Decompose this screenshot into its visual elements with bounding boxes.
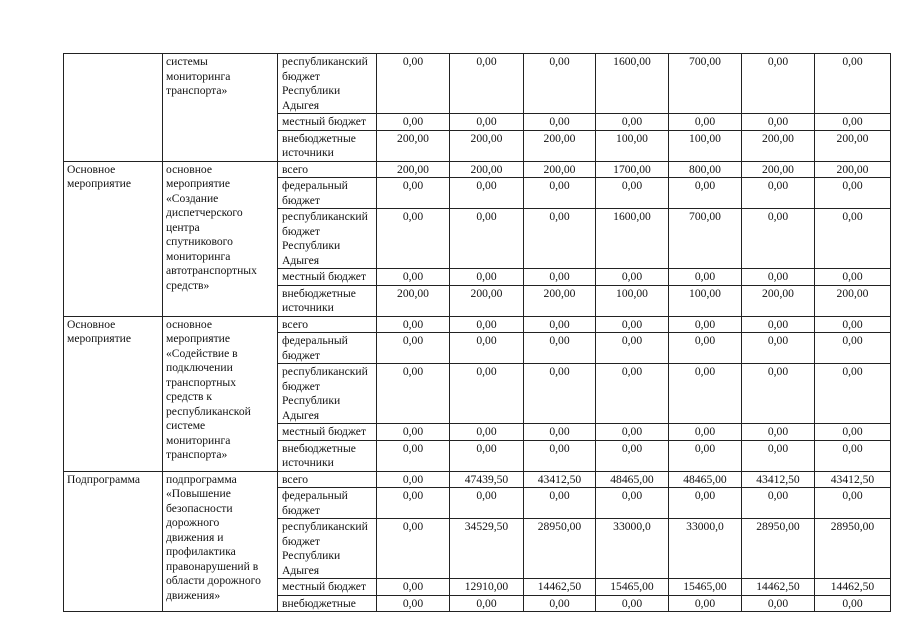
amount-cell: 0,00 bbox=[377, 209, 450, 269]
measure-description-cell: основное мероприятие «Создание диспетчерского центра спутникового мониторинга автотранспортных средств» bbox=[163, 161, 278, 316]
amount-cell: 28950,00 bbox=[815, 519, 891, 579]
amount-cell: 200,00 bbox=[377, 130, 450, 161]
amount-cell: 0,00 bbox=[815, 364, 891, 424]
amount-cell: 200,00 bbox=[377, 285, 450, 316]
amount-cell: 0,00 bbox=[377, 519, 450, 579]
funding-source-cell: всего bbox=[278, 161, 377, 178]
funding-source-cell: внебюджетные источники bbox=[278, 285, 377, 316]
amount-cell: 0,00 bbox=[596, 178, 669, 209]
amount-cell: 100,00 bbox=[596, 130, 669, 161]
funding-source-cell: внебюджетные bbox=[278, 595, 377, 612]
amount-cell: 0,00 bbox=[669, 488, 742, 519]
funding-source-cell: внебюджетные источники bbox=[278, 440, 377, 471]
amount-cell: 0,00 bbox=[377, 424, 450, 441]
amount-cell: 0,00 bbox=[596, 316, 669, 333]
amount-cell: 0,00 bbox=[524, 424, 596, 441]
amount-cell: 0,00 bbox=[450, 178, 524, 209]
amount-cell: 0,00 bbox=[450, 316, 524, 333]
amount-cell: 0,00 bbox=[742, 488, 815, 519]
amount-cell: 28950,00 bbox=[524, 519, 596, 579]
funding-source-cell: местный бюджет bbox=[278, 114, 377, 131]
table-row bbox=[64, 471, 891, 488]
amount-cell: 0,00 bbox=[669, 364, 742, 424]
amount-cell: 0,00 bbox=[669, 178, 742, 209]
funding-source-cell: всего bbox=[278, 316, 377, 333]
amount-cell: 0,00 bbox=[742, 595, 815, 612]
amount-cell: 100,00 bbox=[596, 285, 669, 316]
funding-source-cell: республиканский бюджет Республики Адыгея bbox=[278, 209, 377, 269]
amount-cell: 0,00 bbox=[524, 316, 596, 333]
amount-cell: 14462,50 bbox=[815, 579, 891, 596]
amount-cell: 1600,00 bbox=[596, 54, 669, 114]
amount-cell: 0,00 bbox=[524, 269, 596, 286]
amount-cell: 0,00 bbox=[742, 364, 815, 424]
amount-cell: 0,00 bbox=[815, 316, 891, 333]
amount-cell: 0,00 bbox=[669, 595, 742, 612]
amount-cell: 0,00 bbox=[815, 488, 891, 519]
amount-cell: 28950,00 bbox=[742, 519, 815, 579]
table-row bbox=[64, 316, 891, 333]
amount-cell: 0,00 bbox=[815, 333, 891, 364]
funding-source-cell: республиканский бюджет Республики Адыгея bbox=[278, 54, 377, 114]
amount-cell: 0,00 bbox=[524, 364, 596, 424]
amount-cell: 200,00 bbox=[742, 130, 815, 161]
amount-cell: 0,00 bbox=[596, 333, 669, 364]
amount-cell: 100,00 bbox=[669, 285, 742, 316]
amount-cell: 100,00 bbox=[669, 130, 742, 161]
amount-cell: 0,00 bbox=[815, 178, 891, 209]
amount-cell: 0,00 bbox=[742, 440, 815, 471]
amount-cell: 0,00 bbox=[524, 114, 596, 131]
amount-cell: 0,00 bbox=[377, 54, 450, 114]
row-level-cell bbox=[64, 54, 163, 162]
amount-cell: 0,00 bbox=[815, 209, 891, 269]
amount-cell: 700,00 bbox=[669, 54, 742, 114]
amount-cell: 0,00 bbox=[742, 178, 815, 209]
amount-cell: 200,00 bbox=[742, 285, 815, 316]
amount-cell: 200,00 bbox=[524, 161, 596, 178]
amount-cell: 0,00 bbox=[669, 333, 742, 364]
amount-cell: 0,00 bbox=[377, 440, 450, 471]
funding-source-cell: федеральный бюджет bbox=[278, 178, 377, 209]
funding-source-cell: всего bbox=[278, 471, 377, 488]
amount-cell: 0,00 bbox=[815, 54, 891, 114]
amount-cell: 0,00 bbox=[815, 424, 891, 441]
amount-cell: 0,00 bbox=[450, 333, 524, 364]
amount-cell: 0,00 bbox=[669, 424, 742, 441]
amount-cell: 34529,50 bbox=[450, 519, 524, 579]
amount-cell: 0,00 bbox=[524, 178, 596, 209]
amount-cell: 800,00 bbox=[669, 161, 742, 178]
funding-source-cell: республиканский бюджет Республики Адыгея bbox=[278, 519, 377, 579]
amount-cell: 0,00 bbox=[596, 114, 669, 131]
amount-cell: 0,00 bbox=[524, 333, 596, 364]
row-level-cell: Основное мероприятие bbox=[64, 316, 163, 471]
amount-cell: 200,00 bbox=[450, 130, 524, 161]
amount-cell: 0,00 bbox=[377, 488, 450, 519]
amount-cell: 0,00 bbox=[596, 269, 669, 286]
amount-cell: 0,00 bbox=[377, 333, 450, 364]
amount-cell: 0,00 bbox=[815, 269, 891, 286]
amount-cell: 0,00 bbox=[524, 488, 596, 519]
amount-cell: 0,00 bbox=[742, 114, 815, 131]
amount-cell: 0,00 bbox=[377, 269, 450, 286]
table-row bbox=[64, 54, 891, 114]
amount-cell: 0,00 bbox=[742, 316, 815, 333]
funding-source-cell: местный бюджет bbox=[278, 579, 377, 596]
amount-cell: 0,00 bbox=[377, 178, 450, 209]
amount-cell: 14462,50 bbox=[742, 579, 815, 596]
amount-cell: 0,00 bbox=[596, 440, 669, 471]
amount-cell: 12910,00 bbox=[450, 579, 524, 596]
amount-cell: 200,00 bbox=[450, 285, 524, 316]
amount-cell: 0,00 bbox=[669, 114, 742, 131]
row-level-cell: Подпрограмма bbox=[64, 471, 163, 612]
measure-description-cell: подпрограмма «Повышение безопасности дорожного движения и профилактика правонарушений в области дорожного движения» bbox=[163, 471, 278, 612]
amount-cell: 0,00 bbox=[742, 54, 815, 114]
amount-cell: 0,00 bbox=[742, 333, 815, 364]
amount-cell: 0,00 bbox=[377, 471, 450, 488]
budget-table bbox=[63, 53, 891, 612]
amount-cell: 43412,50 bbox=[742, 471, 815, 488]
amount-cell: 14462,50 bbox=[524, 579, 596, 596]
table-row bbox=[64, 161, 891, 178]
amount-cell: 0,00 bbox=[815, 440, 891, 471]
amount-cell: 0,00 bbox=[450, 114, 524, 131]
amount-cell: 0,00 bbox=[377, 595, 450, 612]
amount-cell: 0,00 bbox=[669, 316, 742, 333]
amount-cell: 200,00 bbox=[815, 285, 891, 316]
amount-cell: 43412,50 bbox=[524, 471, 596, 488]
amount-cell: 200,00 bbox=[524, 285, 596, 316]
funding-source-cell: местный бюджет bbox=[278, 424, 377, 441]
amount-cell: 0,00 bbox=[815, 595, 891, 612]
amount-cell: 700,00 bbox=[669, 209, 742, 269]
amount-cell: 15465,00 bbox=[669, 579, 742, 596]
amount-cell: 0,00 bbox=[742, 209, 815, 269]
amount-cell: 0,00 bbox=[669, 440, 742, 471]
amount-cell: 200,00 bbox=[815, 130, 891, 161]
amount-cell: 48465,00 bbox=[669, 471, 742, 488]
amount-cell: 200,00 bbox=[815, 161, 891, 178]
amount-cell: 200,00 bbox=[524, 130, 596, 161]
funding-source-cell: республиканский бюджет Республики Адыгея bbox=[278, 364, 377, 424]
measure-description-cell: системы мониторинга транспорта» bbox=[163, 54, 278, 162]
amount-cell: 200,00 bbox=[377, 161, 450, 178]
amount-cell: 43412,50 bbox=[815, 471, 891, 488]
amount-cell: 1600,00 bbox=[596, 209, 669, 269]
amount-cell: 0,00 bbox=[450, 209, 524, 269]
amount-cell: 0,00 bbox=[596, 424, 669, 441]
amount-cell: 48465,00 bbox=[596, 471, 669, 488]
funding-source-cell: федеральный бюджет bbox=[278, 333, 377, 364]
amount-cell: 0,00 bbox=[450, 269, 524, 286]
funding-source-cell: внебюджетные источники bbox=[278, 130, 377, 161]
amount-cell: 0,00 bbox=[815, 114, 891, 131]
amount-cell: 0,00 bbox=[524, 595, 596, 612]
funding-source-cell: федеральный бюджет bbox=[278, 488, 377, 519]
row-level-cell: Основное мероприятие bbox=[64, 161, 163, 316]
amount-cell: 0,00 bbox=[524, 209, 596, 269]
amount-cell: 47439,50 bbox=[450, 471, 524, 488]
amount-cell: 0,00 bbox=[450, 488, 524, 519]
amount-cell: 200,00 bbox=[450, 161, 524, 178]
amount-cell: 0,00 bbox=[450, 54, 524, 114]
amount-cell: 0,00 bbox=[377, 364, 450, 424]
amount-cell: 0,00 bbox=[596, 488, 669, 519]
amount-cell: 0,00 bbox=[377, 114, 450, 131]
amount-cell: 0,00 bbox=[450, 440, 524, 471]
amount-cell: 33000,0 bbox=[669, 519, 742, 579]
amount-cell: 0,00 bbox=[450, 595, 524, 612]
amount-cell: 0,00 bbox=[596, 364, 669, 424]
amount-cell: 0,00 bbox=[669, 269, 742, 286]
amount-cell: 15465,00 bbox=[596, 579, 669, 596]
amount-cell: 0,00 bbox=[742, 424, 815, 441]
measure-description-cell: основное мероприятие «Содействие в подключении транспортных средств к республиканской системе мониторинга транспорта» bbox=[163, 316, 278, 471]
amount-cell: 0,00 bbox=[450, 364, 524, 424]
amount-cell: 0,00 bbox=[377, 579, 450, 596]
amount-cell: 0,00 bbox=[524, 54, 596, 114]
amount-cell: 0,00 bbox=[377, 316, 450, 333]
amount-cell: 0,00 bbox=[742, 269, 815, 286]
amount-cell: 200,00 bbox=[742, 161, 815, 178]
amount-cell: 1700,00 bbox=[596, 161, 669, 178]
amount-cell: 0,00 bbox=[596, 595, 669, 612]
amount-cell: 33000,0 bbox=[596, 519, 669, 579]
amount-cell: 0,00 bbox=[450, 424, 524, 441]
amount-cell: 0,00 bbox=[524, 440, 596, 471]
funding-source-cell: местный бюджет bbox=[278, 269, 377, 286]
